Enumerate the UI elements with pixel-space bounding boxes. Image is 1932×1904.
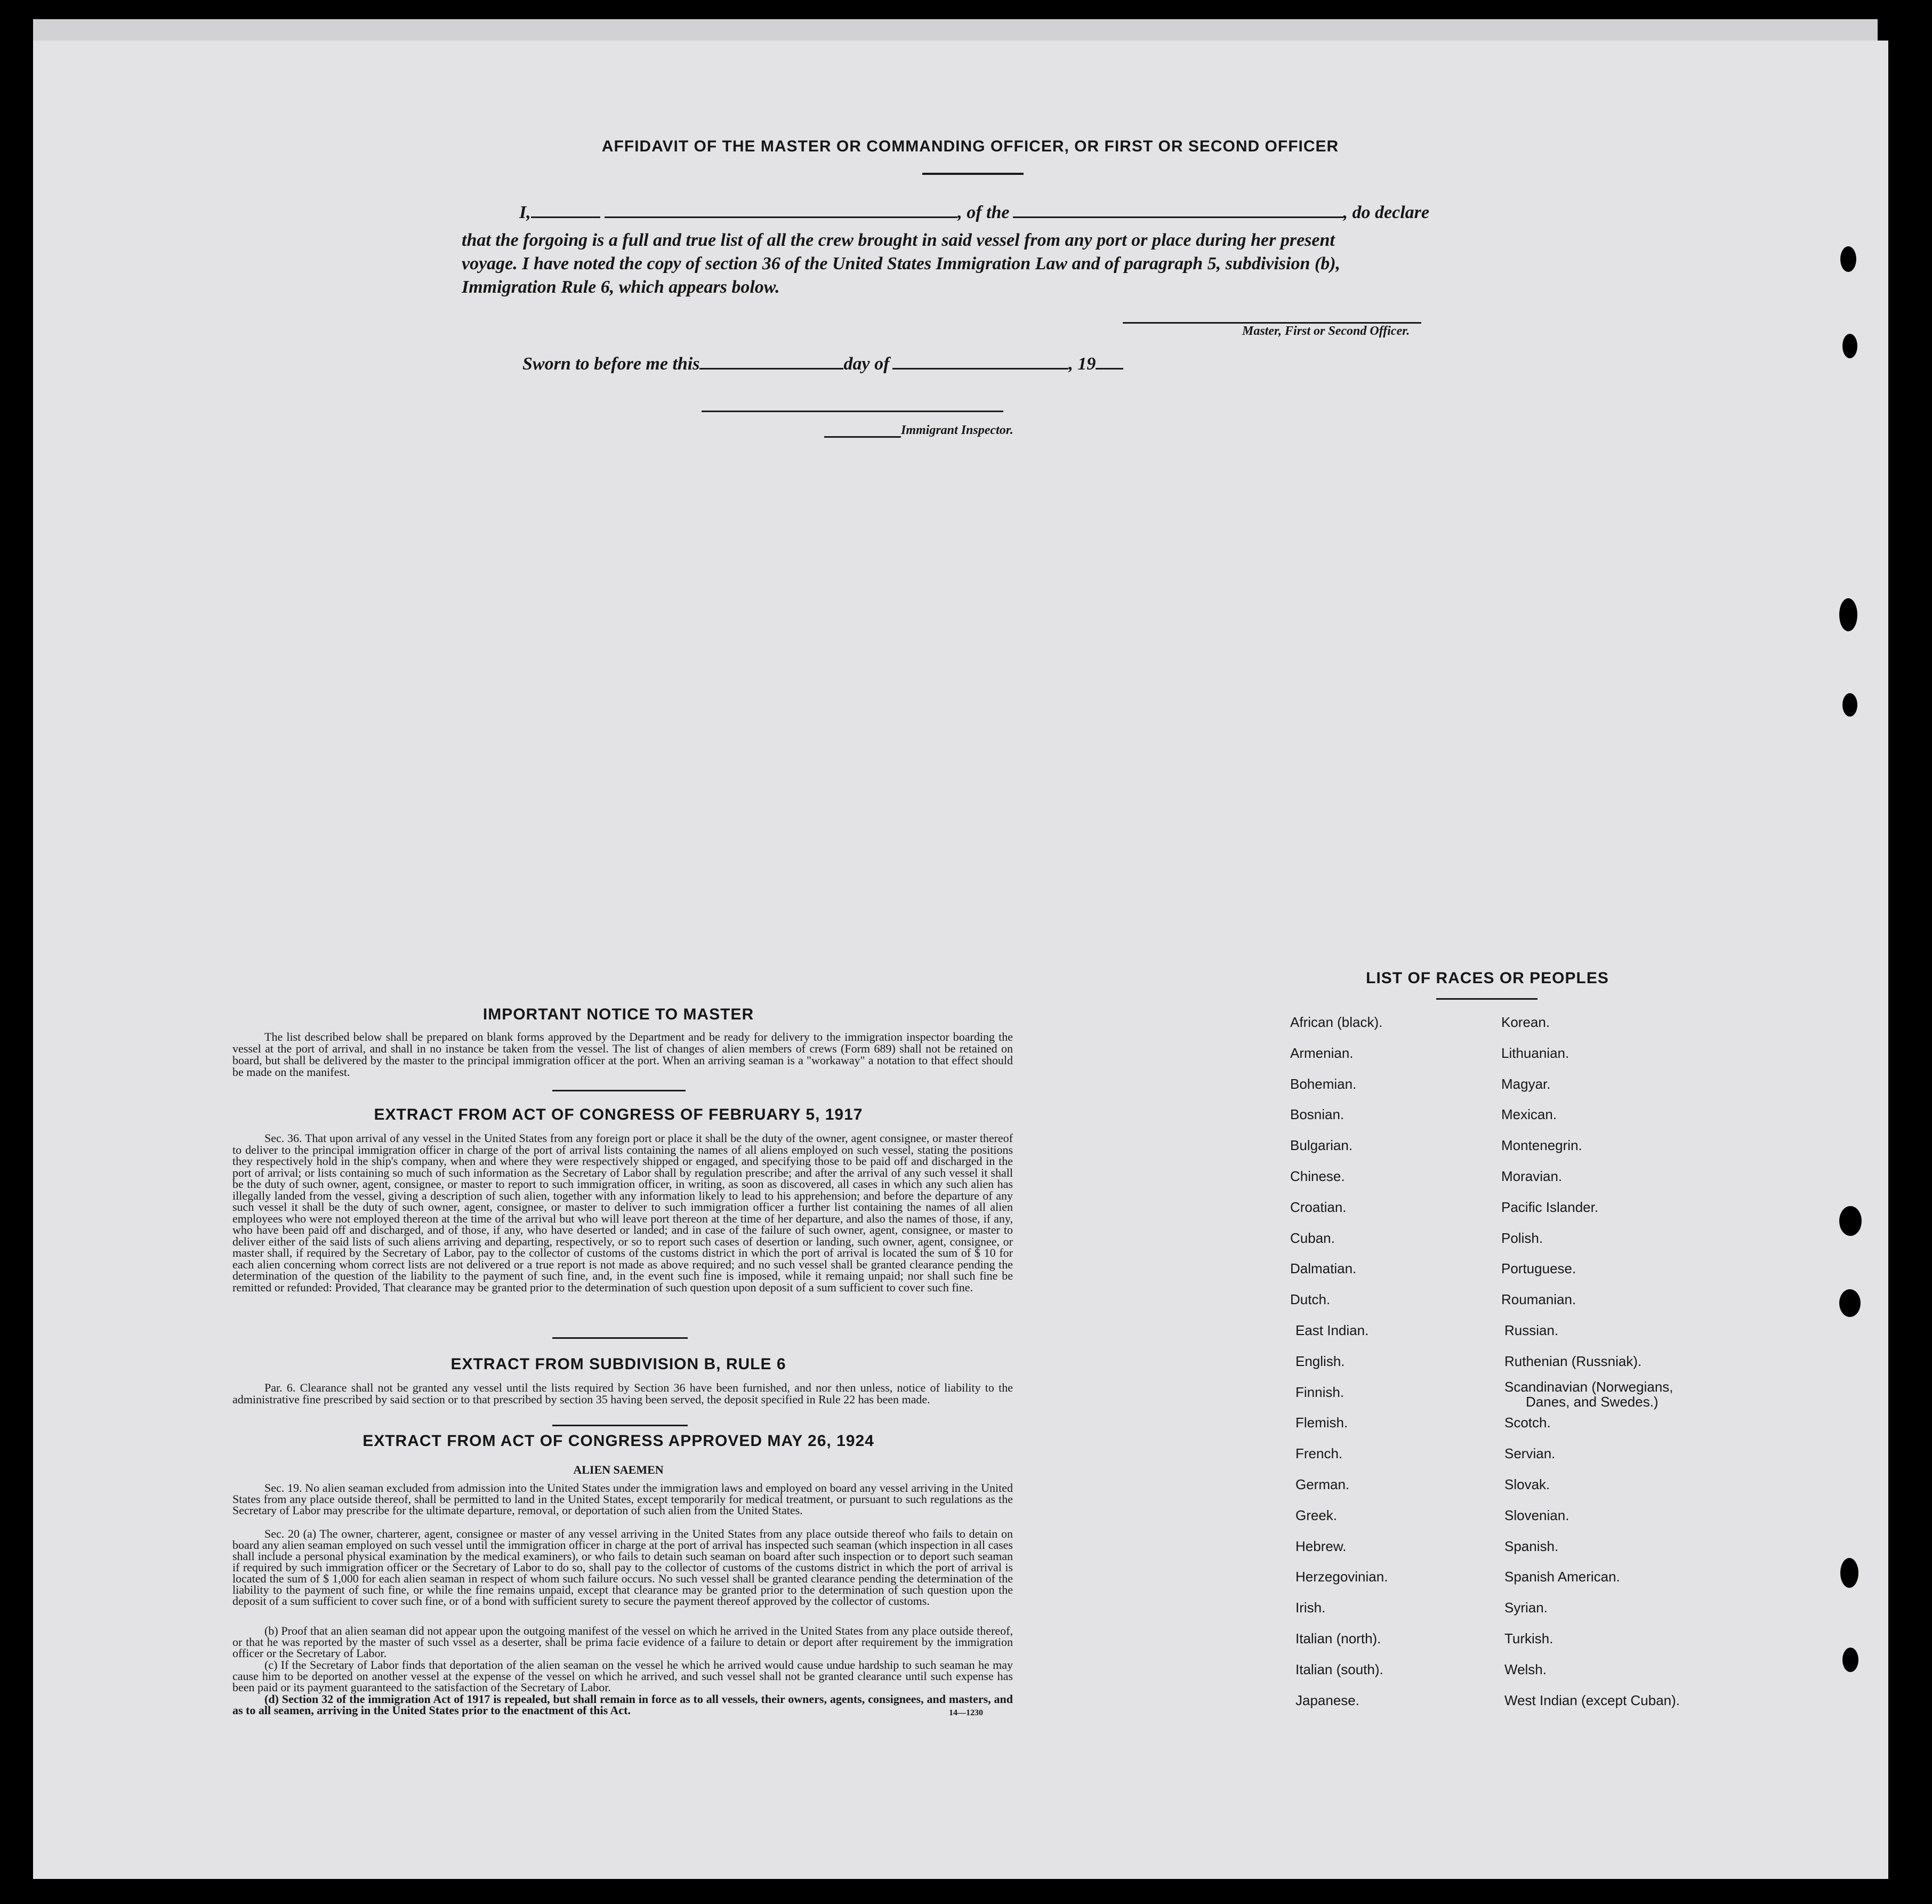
race-item: Bohemian. [1290,1075,1357,1092]
extract-1924-sec20b: (b) Proof that an alien seaman did not appear upon the outgoing manifest of the vessel on which he arrived in the United States from any place outside thereof, or that he was reported by the master of such vssel as a deserter, shall be prima facie evidence of a failure to detain or deport after requirement by the immigration officer or the Secretary of Labor. [232,1624,1013,1660]
race-item: Magyar. [1501,1075,1551,1092]
notice-text: The list described below shall be prepared on blank forms approved by the Department and be ready for delivery to the immigration inspector boarding the vessel at the port of arrival, and shall in no instance be taken from the vessel. The list of changes of alien members of crews (Form 689) shall not be retained on board, but shall be delivered by the master to the principal immigration officer at the port. When an arriving seaman is a "workaway" a notation to that effect should be made on the manifest. [232,1030,1013,1079]
inspector-signature-line[interactable] [702,411,1003,412]
race-item: East Indian. [1295,1322,1369,1338]
inspector-prefix-line[interactable] [824,436,901,438]
punch-hole [1839,1206,1862,1236]
extract-1924-sec20a: Sec. 20 (a) The owner, charterer, agent, consignee or master of any vessel arriving in the United States from any place outside thereof who fails to detain on board any alien seaman employed on such vessel until the immigration officer in charge at the port of arrival has inspected such seaman (which inspection in all cases shall include a personal physical examination by the medical examiners), or who fails to detain such seaman on board after such inspection or to deport such seaman if required by such immigration officer or the Secretary of Labor to do so, shall pay to the collector of customs of the customs district in which the port of arrival is located the sum of $ 1,000 for each alien seaman in respect of whom such failure occurs. No such vessel shall be granted clearance pending the determination of the liability to the payment of such fine, or while the fine remains unpaid, except that clearance may be granted prior to the determination of such question upon the deposit of a sum sufficient to cover such fine, or of a bond with sufficient surety to secure the payment thereof approved by the collector of customs. [232,1527,1013,1608]
race-item: Slovak. [1504,1476,1550,1492]
subdivision-b-text: Par. 6. Clearance shall not be granted any vessel until the lists required by Section 36 have been furnished, and nor then unless, notice of liability to the administrative fine prescribed by said section or to that prescribed by section 35 having been served, the deposit specified in Rule 22 has been made. [232,1381,1013,1406]
affidavit-line-4: Immigration Rule 6, which appears bolow. [462,277,780,297]
affidavit-of-the: , of the [957,203,1010,222]
race-item: Dalmatian. [1290,1260,1357,1277]
race-item: Scotch. [1504,1415,1551,1431]
sworn-year: , 19 [1068,354,1096,374]
race-item: Scandinavian (Norwegians, [1504,1378,1673,1395]
race-item: French. [1295,1445,1343,1462]
race-item: Moravian. [1501,1168,1563,1184]
race-item: Dutch. [1290,1291,1331,1308]
sworn-month-blank[interactable] [892,368,1068,369]
affidavit-line-2: that the forgoing is a full and true list of all the crew brought in said vessel from any port or place during her present [462,230,1335,250]
race-item: Syrian. [1504,1600,1548,1616]
race-item: Italian (north). [1295,1630,1381,1646]
page-shadow [33,19,1878,43]
race-item: Polish. [1501,1230,1543,1246]
rank-blank[interactable] [605,216,957,218]
extract-1924-sec20c: (c) If the Secretary of Labor finds that deportation of the alien seaman on the vessel he which he arrived would cause undue hardship to such seaman he may cause him to be deported on another vessel at the expense of the vessel on which he arrived, and such vessel shall not be granted clearance until such expense has been paid or its payment guaranteed to the satisfaction of the Secretary of Labor. [232,1658,1013,1694]
notice-title: IMPORTANT NOTICE TO MASTER [482,1006,754,1023]
punch-hole [1840,246,1856,272]
race-item: Italian (south). [1295,1661,1383,1677]
affidavit-title: AFFIDAVIT OF THE MASTER OR COMMANDING OFFICER, OR FIRST OR SECOND OFFICER [601,138,1339,155]
punch-hole [1839,1289,1861,1317]
race-item: Korean. [1501,1014,1550,1030]
race-item: Montenegrin. [1501,1137,1582,1154]
master-signature-line[interactable] [1123,322,1421,324]
race-item: Slovenian. [1504,1507,1569,1523]
name-blank[interactable] [531,216,600,218]
race-item: Danes, and Swedes.) [1526,1393,1659,1410]
race-item: Turkish. [1504,1630,1553,1646]
subdivision-b-title: EXTRACT FROM SUBDIVISION B, RULE 6 [450,1355,786,1373]
race-item: African (black). [1290,1014,1383,1030]
sworn-line [522,354,1215,374]
race-item: Spanish American. [1504,1569,1620,1585]
punch-hole [1842,1648,1858,1672]
vessel-blank[interactable] [1013,216,1343,218]
race-item: Armenian. [1290,1045,1354,1061]
race-item: Lithuanian. [1501,1045,1569,1061]
sworn-day-blank[interactable] [699,368,843,369]
race-item: Bulgarian. [1290,1137,1353,1154]
race-item: Pacific Islander. [1501,1199,1599,1215]
race-item: Russian. [1504,1322,1559,1338]
race-item: Herzegovinian. [1295,1569,1388,1585]
sworn-prefix: Sworn to before me this [522,354,700,374]
race-item: Chinese. [1290,1168,1345,1184]
extract-1917-text: Sec. 36. That upon arrival of any vessel in the United States from any foreign port or place it shall be the duty of the owner, agent consignee, or master thereof to deliver to the principal immigration officer in charge of the port of arrival lists containing the names of all aliens employed on such vessel, stating the positions they respectively hold in the ship's company, when and where they were respectively shipped or engaged, and specifying those to be paid off and discharged in the port of arrival; or lists containing so much of such information as the Secretary of Labor shall by regulation prescribe; and after the arrival of any such vessel it shall be the duty of such owner, agent, consignee, or master to report to such immigration officer, in writing, as soon as discovered, all cases in which any such alien has illegally landed from the vessel, giving a description of such alien, together with any information likely to lead to his apprehension; and before the departure of any such vessel it shall be the duty of such owner, agent, consignee, or master to deliver to such immigration officer a further list containing the names of all alien employees who were not employed thereon at the time of the arrival but who will leave port thereon at the time of her departure, and also the names of those, if any, who have been paid off and discharged, and of those, if any, who have deserted or landed; and in case of the failure of such owner, agent, consignee, or master to deliver either of the said lists of such aliens arriving and departing, respectively, or so to report such cases of desertion or landing, such owner, agent, consignee, or master shall, if required by the Secretary of Labor, pay to the collector of customs of the customs district in which the port of arrival is located the sum of $ 10 for each alien concerning whom correct lists are not delivered or a true report is not made as above required; and no such vessel shall be granted clearance pending the determination of the question of the liability to the payment of such fine, and, in the event such fine is imposed, while it remaing unpaid; nor shall such fine be remitted or refunded: Provided, That clearance may be granted prior to the determination of such question upon deposit of a sum sufficient to cover such fine. [232,1131,1013,1294]
race-item: Roumanian. [1501,1291,1576,1308]
race-item: Flemish. [1295,1415,1348,1431]
race-item: Irish. [1295,1600,1326,1616]
race-item: Cuban. [1290,1230,1335,1246]
subdivision-b-divider [552,1425,688,1426]
title-divider [922,173,1024,175]
affidavit-do-declare: , do declare [1343,203,1429,222]
race-item: Spanish. [1504,1538,1559,1554]
sworn-day-of: day of [843,354,890,374]
race-item: Mexican. [1501,1106,1557,1123]
race-item: Croatian. [1290,1199,1347,1215]
form-number: 14—1230 [949,1708,983,1717]
race-item: Finnish. [1295,1384,1345,1400]
extract-1924-sec20d: (d) Section 32 of the immigration Act of 1917 is repealed, but shall remain in force as to all vessels, their owners, agents, consignees, and masters, and as to all seamen, arriving in the United States prior to the enactment of this Act. [232,1692,1013,1717]
race-item: Portuguese. [1501,1260,1576,1277]
races-divider [1436,998,1537,1000]
punch-hole [1842,693,1857,717]
affidavit-line-1 [519,203,1479,223]
race-item: English. [1295,1353,1345,1369]
extract-1924-subtitle: ALIEN SAEMEN [573,1463,664,1476]
affidavit-line-3: voyage. I have noted the copy of section 36 of the United States Immigration Law and of paragraph 5, subdivision (b), [462,254,1341,274]
race-item: German. [1295,1476,1350,1492]
punch-hole [1840,1558,1858,1588]
extract-1924-title: EXTRACT FROM ACT OF CONGRESS APPROVED MAY 26, 1924 [363,1432,874,1450]
race-item: Japanese. [1295,1692,1359,1708]
race-item: Bosnian. [1290,1106,1345,1123]
inspector-label: Immigrant Inspector. [901,423,1013,437]
notice-divider [552,1090,686,1091]
race-item: Hebrew. [1295,1538,1347,1554]
extract-1917-divider [552,1337,688,1339]
races-title: LIST OF RACES OR PEOPLES [1366,969,1609,987]
affidavit-i: I, [519,203,531,222]
sworn-year-blank[interactable] [1096,368,1123,369]
race-item: Ruthenian (Russniak). [1504,1353,1642,1369]
race-item: Greek. [1295,1507,1338,1523]
extract-1917-title: EXTRACT FROM ACT OF CONGRESS OF FEBRUARY 5, 1917 [374,1106,863,1123]
punch-hole [1839,598,1857,631]
extract-1924-sec19: Sec. 19. No alien seaman excluded from admission into the United States under the immigration laws and employed on board any vessel arriving in the United States from any place outside thereof, shall be permitted to land in the United States, except temporarily for medical treatment, or pursuant to such regulations as the Secretary of Labor may prescribe for the ultimate departure, removal, or deportation of such alien from the United States. [232,1481,1013,1517]
master-signature-label: Master, First or Second Officer. [1242,324,1410,338]
punch-hole [1842,334,1857,358]
race-item: Servian. [1504,1445,1556,1462]
race-item: Welsh. [1504,1661,1547,1677]
race-item: West Indian (except Cuban). [1504,1692,1680,1708]
